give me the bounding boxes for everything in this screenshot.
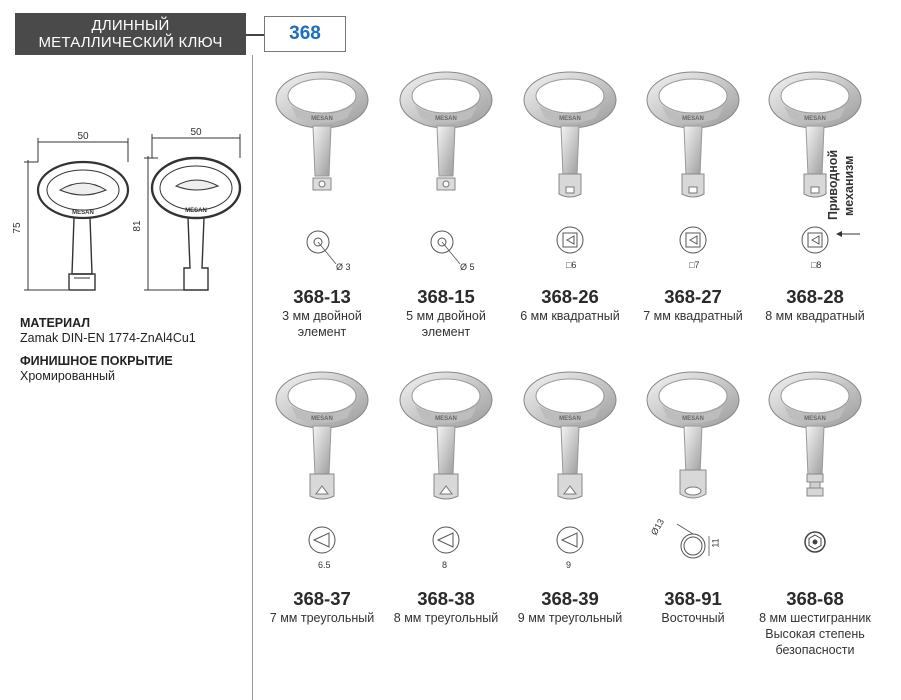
- key-profile-drawing: [292, 216, 352, 282]
- column-divider: [252, 55, 253, 700]
- key-profile-drawing: [785, 516, 845, 582]
- key-image: [391, 370, 501, 510]
- product-description-line: безопасности: [775, 643, 855, 657]
- mechanism-label-line1: Приводной: [826, 149, 840, 220]
- profile-dimension: □8: [811, 260, 822, 270]
- profile-dimension: Ø13: [648, 517, 667, 537]
- profile-dimension: 6.5: [318, 560, 331, 570]
- finish-title: ФИНИШНОЕ ПОКРЫТИЕ: [20, 354, 173, 368]
- material-spec: [20, 316, 196, 346]
- dim-height-b: 81: [132, 220, 143, 232]
- key-image: [638, 70, 748, 210]
- product-description: [252, 308, 392, 340]
- product-description: [376, 308, 516, 340]
- product-description-line: 8 мм шестигранник: [759, 611, 871, 625]
- key-profile-drawing: [663, 516, 723, 582]
- key-profile-drawing: [416, 516, 476, 582]
- key-image: [267, 70, 377, 210]
- product-description: [623, 610, 763, 626]
- header-title: [15, 13, 246, 55]
- product-description-line: элемент: [297, 325, 347, 339]
- product-description-line: элемент: [421, 325, 471, 339]
- svg-text:MESAN: MESAN: [804, 116, 826, 122]
- product-description: [745, 610, 885, 658]
- product-code: 368-68: [786, 588, 844, 609]
- key-image: [638, 370, 748, 510]
- profile-dimension: □6: [566, 260, 577, 270]
- brand-label-b: MESAN: [185, 208, 207, 214]
- material-title: МАТЕРИАЛ: [20, 316, 91, 330]
- product-description: [376, 610, 516, 626]
- svg-text:MESAN: MESAN: [559, 416, 581, 422]
- product-description-line: Восточный: [661, 611, 725, 625]
- key-profile-drawing: [416, 216, 476, 282]
- product-code: 368-27: [664, 286, 722, 307]
- product-code-badge: 368: [264, 16, 346, 52]
- svg-text:MESAN: MESAN: [682, 116, 704, 122]
- product-code: 368-91: [664, 588, 722, 609]
- product-code: 368-39: [541, 588, 599, 609]
- svg-text:MESAN: MESAN: [435, 416, 457, 422]
- key-image: [391, 70, 501, 210]
- brand-label: MESAN: [72, 210, 94, 216]
- product-description: [252, 610, 392, 626]
- header-connector: [246, 34, 264, 36]
- technical-drawing: [8, 128, 248, 308]
- product-description-line: 8 мм треугольный: [393, 611, 499, 625]
- profile-dimension: 9: [566, 560, 572, 570]
- product-description-line: 7 мм квадратный: [643, 309, 743, 323]
- svg-text:MESAN: MESAN: [682, 416, 704, 422]
- product-description: [500, 610, 640, 626]
- product-description-line: 8 мм квадратный: [765, 309, 865, 323]
- product-description-line: 3 мм двойной: [282, 309, 362, 323]
- key-profile-drawing: [292, 516, 352, 582]
- key-profile-drawing: [540, 516, 600, 582]
- product-code: 368-28: [786, 286, 844, 307]
- product-description-line: 5 мм двойной: [406, 309, 486, 323]
- svg-text:MESAN: MESAN: [804, 416, 826, 422]
- profile-dimension-secondary: 11: [710, 538, 721, 548]
- profile-dimension: Ø 3: [336, 262, 351, 272]
- key-profile-drawing: [785, 216, 845, 282]
- key-image: [515, 370, 625, 510]
- svg-text:MESAN: MESAN: [311, 116, 333, 122]
- key-profile-drawing: [663, 216, 723, 282]
- finish-spec: [20, 354, 173, 384]
- dim-width-a: 50: [77, 131, 89, 142]
- header-title-line1: ДЛИННЫЙ: [91, 17, 170, 34]
- finish-value: Хромированный: [20, 369, 115, 383]
- product-code: 368-37: [293, 588, 351, 609]
- key-image: [267, 370, 377, 510]
- key-image: [515, 70, 625, 210]
- header-title-line2: МЕТАЛЛИЧЕСКИЙ КЛЮЧ: [38, 34, 223, 51]
- product-description: [500, 308, 640, 324]
- product-description-line: 9 мм треугольный: [517, 611, 623, 625]
- key-profile-drawing: [540, 216, 600, 282]
- profile-dimension: Ø 5: [460, 262, 475, 272]
- mechanism-label-line2: механизм: [842, 155, 856, 216]
- product-code: 368-38: [417, 588, 475, 609]
- svg-text:MESAN: MESAN: [311, 416, 333, 422]
- product-description: [623, 308, 763, 324]
- product-code: 368-13: [293, 286, 351, 307]
- dim-width-b: 50: [190, 128, 202, 138]
- product-description-line: 6 мм квадратный: [520, 309, 620, 323]
- profile-dimension: 8: [442, 560, 448, 570]
- product-code: 368-26: [541, 286, 599, 307]
- product-code: 368-15: [417, 286, 475, 307]
- product-description: [745, 308, 885, 324]
- profile-dimension: □7: [689, 260, 700, 270]
- product-description-line: Высокая степень: [765, 627, 865, 641]
- svg-text:MESAN: MESAN: [559, 116, 581, 122]
- material-value: Zamak DIN-EN 1774-ZnAl4Cu1: [20, 331, 196, 345]
- product-description-line: 7 мм треугольный: [269, 611, 375, 625]
- key-image: [760, 370, 870, 510]
- dim-height-a: 75: [12, 222, 23, 234]
- svg-text:MESAN: MESAN: [435, 116, 457, 122]
- key-image: [760, 70, 870, 210]
